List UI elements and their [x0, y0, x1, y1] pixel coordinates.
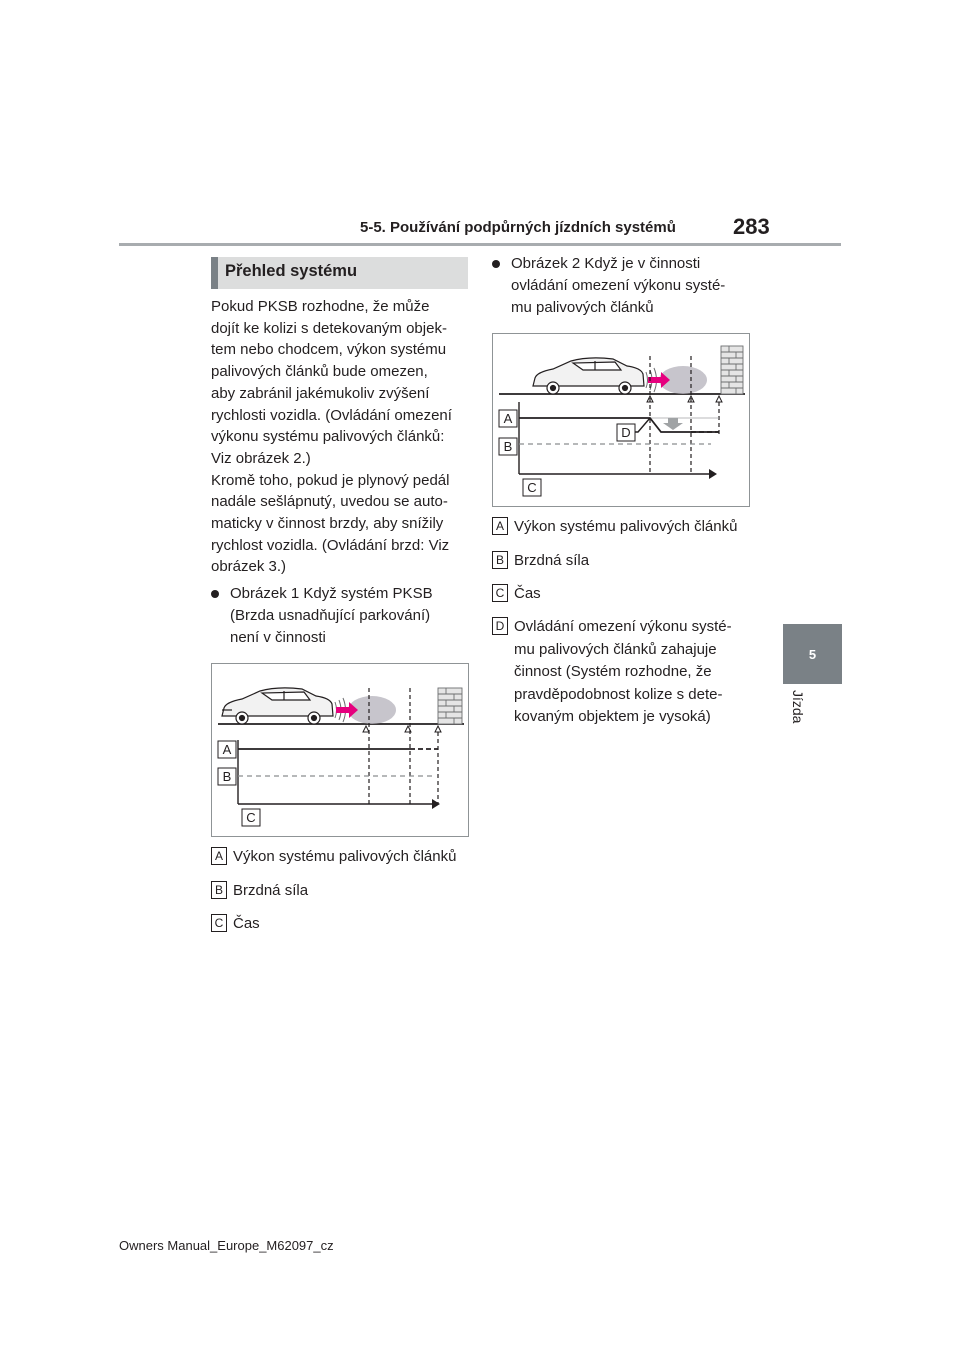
figure1-diagram — [212, 664, 468, 836]
para-line: obrázek 3.) — [211, 558, 287, 576]
para-line: rychlost vozidla. (Ovládání brzd: Viz — [211, 536, 450, 554]
legend-text: Čas — [514, 585, 541, 602]
para-line: maticky v činnost brzdy, aby snížily — [211, 515, 444, 533]
legend-item — [211, 880, 473, 902]
bullet-line: není v činnosti — [230, 629, 326, 646]
para-line: aby zabránil jakémukoliv zvýšení — [211, 384, 430, 402]
para-line: nadále sešlápnutý, uvedou se auto- — [211, 493, 448, 511]
chapter-tab[interactable] — [783, 624, 842, 684]
section-heading-text: Přehled systému — [225, 262, 358, 280]
para-line: tem nebo chodcem, výkon systému — [211, 341, 447, 359]
legend-item-d — [492, 616, 762, 728]
label-c: C — [527, 480, 537, 495]
legend-text-line: mu palivových článků zahajuje — [514, 640, 717, 658]
legend-key: B — [211, 881, 227, 899]
legend-text-line: pravděpodobnost kolize s dete- — [514, 685, 723, 703]
figure2-bullet — [492, 253, 762, 323]
header-rule — [119, 243, 841, 246]
legend-text: Výkon systému palivových článků — [233, 848, 457, 865]
chapter-label: Jízda — [790, 690, 806, 724]
para-line: výkonu systému palivových článků: — [211, 428, 445, 446]
legend-item — [211, 913, 473, 935]
bullet-dot — [211, 590, 219, 598]
bullet-line: (Brzda usnadňující parkování) — [230, 607, 431, 624]
car-icon — [222, 688, 333, 724]
intro-paragraph — [211, 296, 473, 578]
bullet-line: ovládání omezení výkonu systé- — [511, 277, 726, 294]
para-line: dojít ke kolizi s detekovaným objek- — [211, 319, 447, 337]
legend-key: C — [211, 914, 227, 932]
label-d: D — [621, 425, 631, 440]
label-a: A — [222, 742, 232, 757]
legend-key: B — [492, 551, 508, 569]
down-arrow-icon — [663, 418, 683, 430]
figure2-diagram — [493, 334, 749, 506]
legend-text: Brzdná síla — [233, 882, 309, 899]
chapter-number: 5 — [808, 646, 817, 662]
para-line: Viz obrázek 2.) — [211, 449, 311, 467]
bullet-line: Obrázek 2 Když je v činnosti — [511, 255, 701, 272]
legend-text: Výkon systému palivových článků — [514, 518, 738, 535]
bullet-line: mu palivových článků — [511, 299, 654, 316]
legend-item — [492, 583, 762, 605]
figure2 — [492, 333, 750, 507]
legend-text: Brzdná síla — [514, 552, 590, 569]
para-line: rychlosti vozidla. (Ovládání omezení — [211, 406, 452, 424]
legend-item — [211, 846, 473, 868]
time-markers — [647, 396, 722, 402]
legend-text-line: kovaným objektem je vysoká) — [514, 708, 711, 725]
legend-text-line: Ovládání omezení výkonu systé- — [514, 618, 732, 635]
legend-key: D — [492, 617, 508, 635]
legend-key: C — [492, 584, 508, 602]
figure1-bullet — [211, 583, 473, 653]
section-title: 5-5. Používání podpůrných jízdních systémů — [360, 219, 676, 236]
fuel-cell-output-limit — [633, 418, 650, 432]
bullet-dot — [492, 260, 500, 268]
legend-text-line: činnost (Systém rozhodne, že — [514, 663, 712, 680]
brick-wall-icon — [721, 346, 743, 394]
legend-key: A — [211, 847, 227, 865]
label-b: B — [503, 439, 513, 454]
section-heading — [211, 257, 468, 289]
legend-item — [492, 550, 762, 572]
time-axis-arrow-icon — [709, 469, 717, 479]
label-c: C — [246, 810, 256, 825]
para-line: palivových článků bude omezen, — [211, 363, 428, 381]
time-markers — [363, 726, 441, 732]
brick-wall-icon — [438, 688, 462, 724]
legend-item — [492, 516, 762, 538]
page-number: 283 — [733, 214, 770, 239]
para-line: Kromě toho, pokud je plynový pedál — [211, 471, 450, 489]
footer-text: Owners Manual_Europe_M62097_cz — [119, 1238, 334, 1253]
label-a: A — [503, 411, 513, 426]
time-axis-arrow-icon — [432, 799, 440, 809]
bullet-line: Obrázek 1 Když systém PKSB — [230, 585, 433, 602]
car-icon — [533, 358, 644, 394]
legend-key: A — [492, 517, 508, 535]
para-line: Pokud PKSB rozhodne, že může — [211, 298, 430, 315]
label-b: B — [222, 769, 232, 784]
legend-text: Čas — [233, 915, 260, 932]
figure1 — [211, 663, 469, 837]
